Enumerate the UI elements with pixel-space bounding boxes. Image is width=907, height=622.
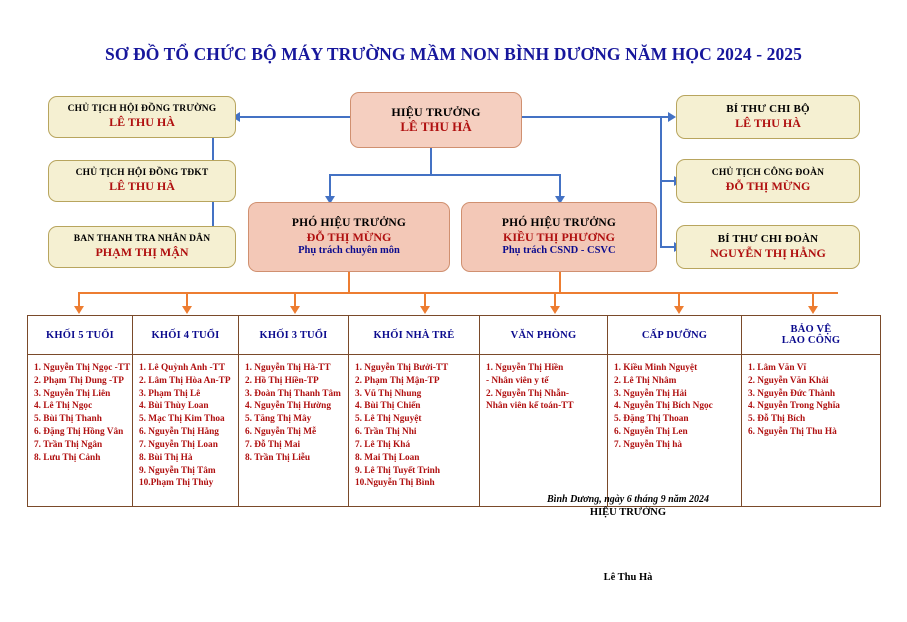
connector-ht-left: [240, 116, 350, 118]
list-item: 5. Lê Thị Nguyệt: [355, 414, 422, 425]
list-item: - Nhân viên y tế: [486, 375, 549, 386]
column-header-khoi-5-tuoi: KHỐI 5 TUỔI: [28, 316, 133, 355]
node-name: LÊ THU HÀ: [400, 119, 472, 135]
signature-block: [468, 494, 788, 583]
list-item: 3. Vũ Thị Nhung: [355, 388, 422, 399]
page-title: SƠ ĐỒ TỔ CHỨC BỘ MÁY TRƯỜNG MẦM NON BÌNH DƯƠNG NĂM HỌC 2024 - 2025: [104, 44, 803, 64]
list-item: 9. Lê Thị Tuyết Trinh: [355, 465, 440, 476]
node-name: LÊ THU HÀ: [109, 179, 175, 194]
cell-bao-ve-lao-cong: [742, 355, 881, 507]
list-item: 2. Nguyễn Thị Nhẫn-: [486, 388, 570, 399]
list-item: 3. Phạm Thị Lê: [139, 388, 201, 399]
arrow-col-3: [290, 306, 300, 314]
node-role: HIỆU TRƯỞNG: [391, 104, 481, 119]
list-item: 7. Trần Thị Ngân: [34, 439, 103, 450]
signature-date: Bình Dương, ngày 6 tháng 9 năm 2024: [547, 494, 709, 505]
node-chu-tich-cong-doan[interactable]: [676, 159, 860, 203]
node-role: PHÓ HIỆU TRƯỞNG: [501, 217, 617, 230]
arrow-col-4: [420, 306, 430, 314]
list-item: 3. Nguyễn Thị Liên: [34, 388, 111, 399]
node-name: NGUYỄN THỊ HẰNG: [710, 246, 826, 261]
list-item: 6. Nguyễn Thị Thu Hà: [748, 427, 837, 438]
node-role: CHỦ TỊCH CÔNG ĐOÀN: [711, 167, 825, 178]
arrow-col-6: [674, 306, 684, 314]
node-duty: Phụ trách CSND - CSVC: [502, 244, 616, 256]
list-item: 6. Nguyễn Thị Hằng: [139, 427, 219, 438]
list-item: 10.Nguyễn Thị Bình: [355, 478, 435, 489]
column-header-bao-ve-lao-cong: [742, 316, 881, 355]
list-item: 6. Trần Thị Nhi: [355, 427, 417, 438]
list-item: 7. Đỗ Thị Mai: [245, 439, 301, 450]
list-item: 8. Mai Thị Loan: [355, 452, 420, 463]
list-item: 4. Lê Thị Ngọc: [34, 401, 93, 412]
node-ban-thanh-tra-nhan-dan[interactable]: [48, 226, 236, 268]
list-item: 2. Nguyễn Văn Khải: [748, 375, 829, 386]
list-item: 6. Nguyễn Thị Len: [614, 427, 688, 438]
signature-role: HIỆU TRƯỞNG: [589, 507, 667, 518]
list-item: 3. Nguyễn Đức Thành: [748, 388, 836, 399]
node-bi-thu-chi-doan[interactable]: [676, 225, 860, 269]
list-item: 4. Nguyễn Trong Nghĩa: [748, 401, 840, 412]
list-item: 8. Bùi Thị Hà: [139, 452, 193, 463]
cell-khoi-nha-tre: [349, 355, 480, 507]
arrow-ht-to-bithuchibo: [668, 112, 676, 122]
column-header-khoi-3-tuoi: KHỐI 3 TUỔI: [239, 316, 349, 355]
list-khoi-4-tuoi: [139, 362, 234, 490]
node-pho-hieu-truong-csnd[interactable]: [461, 202, 657, 272]
node-name: ĐỖ THỊ MỪNG: [306, 230, 392, 245]
cell-khoi-3-tuoi: [239, 355, 349, 507]
arrow-col-7: [808, 306, 818, 314]
column-header-line1: BẢO VỆ: [790, 324, 832, 335]
list-item: 1. Nguyễn Thị Hiền: [486, 363, 564, 373]
list-khoi-5-tuoi: [34, 362, 131, 465]
list-item: 7. Nguyễn Thị hà: [614, 439, 683, 450]
connector-column-bus: [78, 292, 838, 294]
node-role: BÍ THƯ CHI ĐOÀN: [717, 232, 819, 245]
connector-pht1-orange-drop: [348, 272, 350, 292]
connector-pht2-orange-drop: [559, 272, 561, 292]
node-role: CHỦ TỊCH HỘI ĐỒNG TRƯỜNG: [67, 103, 217, 114]
list-cap-duong: [614, 362, 737, 452]
list-item: 9. Nguyễn Thị Tâm: [139, 465, 216, 476]
node-hieu-truong[interactable]: [350, 92, 522, 148]
connector-ht-right: [522, 116, 672, 118]
column-header-cap-duong: CẤP DƯỠNG: [608, 316, 742, 355]
node-duty: Phụ trách chuyên môn: [298, 244, 400, 256]
list-item: 2. Phạm Thị Dung -TP: [34, 375, 124, 386]
arrow-col-2: [182, 306, 192, 314]
list-item: 6. Đặng Thị Hồng Vân: [34, 427, 124, 438]
node-pho-hieu-truong-chuyen-mon[interactable]: [248, 202, 450, 272]
node-name: ĐỖ THỊ MỪNG: [725, 179, 811, 194]
connector-pht-bus: [329, 174, 561, 176]
node-role: CHỦ TỊCH HỘI ĐỒNG TĐKT: [75, 167, 209, 178]
node-name: KIỀU THỊ PHƯƠNG: [502, 230, 615, 245]
cell-khoi-4-tuoi: [133, 355, 239, 507]
node-bi-thu-chi-bo[interactable]: [676, 95, 860, 139]
list-item: 1. Lâm Văn Vĩ: [748, 363, 807, 373]
node-name: LÊ THU HÀ: [735, 116, 801, 131]
list-item: 10.Phạm Thị Thủy: [139, 478, 214, 489]
node-chu-tich-hoi-dong-tdkt[interactable]: [48, 160, 236, 202]
list-item: 4. Nguyễn Thị Hường: [245, 401, 331, 412]
list-item: 1. Nguyễn Thị Ngọc -TT: [34, 363, 131, 373]
list-item: 3. Đoàn Thị Thanh Tâm: [245, 388, 341, 399]
list-item: 6. Nguyễn Thị Mễ: [245, 427, 317, 438]
list-item: 5. Đỗ Thị Bích: [748, 414, 806, 425]
node-role: BÍ THƯ CHI BỘ: [726, 102, 810, 115]
node-role: PHÓ HIỆU TRƯỞNG: [291, 217, 407, 230]
arrow-col-5: [550, 306, 560, 314]
list-item: 1. Nguyễn Thị Bưởi-TT: [355, 363, 449, 373]
list-item: 7. Lê Thị Khá: [355, 439, 411, 450]
list-item: 2. Lâm Thị Hòa An-TP: [139, 375, 231, 386]
connector-pht1-drop: [329, 174, 331, 198]
node-role: BAN THANH TRA NHÂN DÂN: [73, 233, 211, 244]
signature-name: Lê Thu Hà: [603, 572, 653, 583]
list-item: 5. Đặng Thị Thoan: [614, 414, 689, 425]
list-item: 4. Nguyễn Thị Bích Ngọc: [614, 401, 713, 412]
list-item: 2. Hồ Thị Hiền-TP: [245, 375, 319, 386]
column-header-van-phong: VĂN PHÒNG: [480, 316, 608, 355]
list-item: 3. Nguyễn Thị Hải: [614, 388, 687, 399]
node-chu-tich-hoi-dong-truong[interactable]: [48, 96, 236, 138]
column-header-khoi-4-tuoi: KHỐI 4 TUỔI: [133, 316, 239, 355]
list-item: 5. Tăng Thị Mây: [245, 414, 312, 425]
list-item: 2. Lê Thị Nhâm: [614, 375, 677, 386]
table-row: [28, 355, 881, 507]
list-khoi-nha-tre: [355, 362, 475, 490]
list-item: 4. Bùi Thị Chiến: [355, 401, 421, 412]
node-name: PHẠM THỊ MẬN: [95, 245, 189, 260]
list-van-phong: [486, 362, 603, 413]
list-item: 8. Lưu Thị Cảnh: [34, 452, 101, 463]
list-item: 1. Lê Quỳnh Anh -TT: [139, 363, 226, 373]
table-header-row: [28, 316, 881, 355]
list-item: 1. Nguyễn Thị Hà-TT: [245, 363, 331, 373]
connector-ht-down: [430, 148, 432, 174]
list-item: 4. Bùi Thùy Loan: [139, 401, 209, 412]
list-khoi-3-tuoi: [245, 362, 344, 465]
list-item: 7. Nguyễn Thị Loan: [139, 439, 218, 450]
connector-pht2-drop: [559, 174, 561, 198]
list-bao-ve-lao-cong: [748, 362, 876, 439]
cell-van-phong: [480, 355, 608, 507]
list-item: 8. Trần Thị Liễu: [245, 452, 311, 463]
list-item: 1. Kiều Minh Nguyệt: [614, 363, 698, 373]
list-item: Nhân viên kế toán-TT: [486, 401, 574, 412]
column-header-line2: LAO CÔNG: [781, 335, 841, 346]
cell-khoi-5-tuoi: [28, 355, 133, 507]
column-header-khoi-nha-tre: KHỐI NHÀ TRẺ: [349, 316, 480, 355]
cell-cap-duong: [608, 355, 742, 507]
arrow-col-1: [74, 306, 84, 314]
node-name: LÊ THU HÀ: [109, 115, 175, 130]
staff-table: [27, 315, 881, 507]
list-item: 2. Phạm Thị Mận-TP: [355, 375, 440, 386]
list-item: 5. Bùi Thị Thanh: [34, 414, 102, 425]
list-item: 5. Mạc Thị Kim Thoa: [139, 414, 225, 425]
